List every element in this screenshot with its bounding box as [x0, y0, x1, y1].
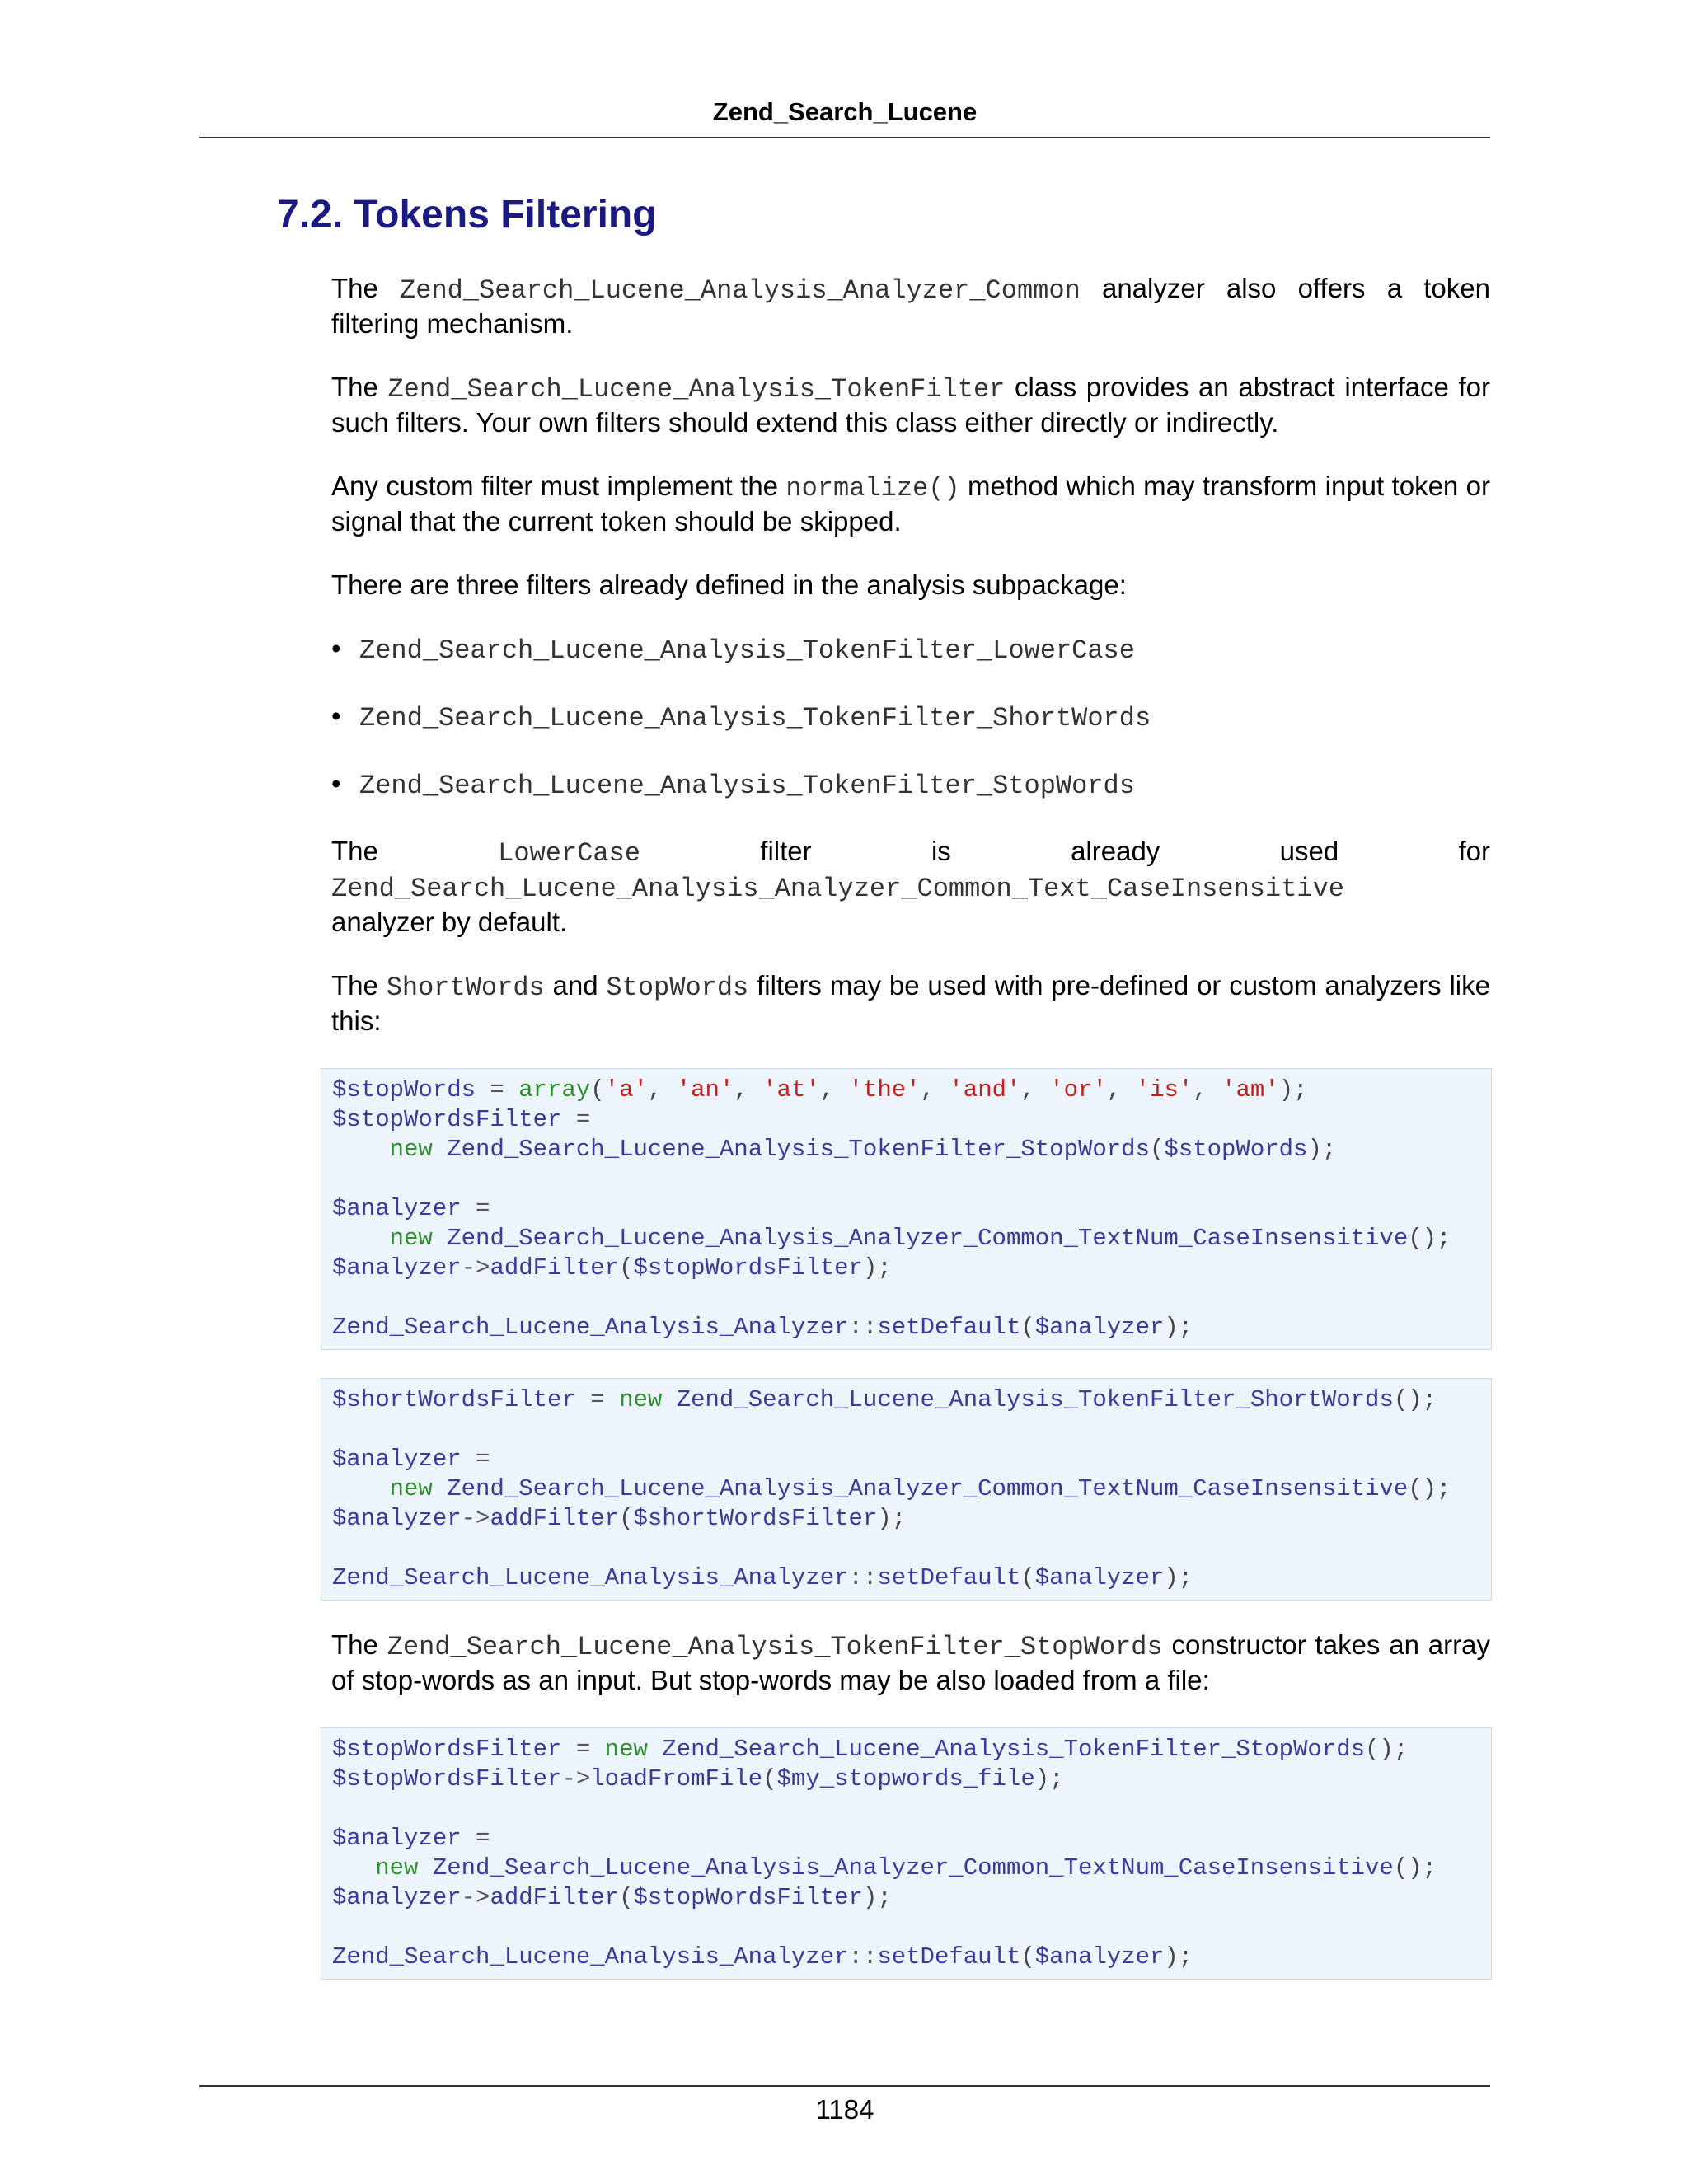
code-token: Zend_Search_Lucene_Analysis_Analyzer_Common_TextNum_CaseInsensitive [432, 1475, 1409, 1502]
code-token: $analyzer [1034, 1314, 1165, 1341]
page-content [331, 272, 1490, 2008]
code-token: Zend_Search_Lucene_Analysis_Analyzer_Common_TextNum_CaseInsensitive [432, 1225, 1409, 1252]
code-token: Zend_Search_Lucene_Analysis_TokenFilter_StopWords [432, 1136, 1150, 1163]
list-item [331, 700, 1490, 735]
code-token: $shortWordsFilter [332, 1386, 576, 1413]
list-item [331, 632, 1490, 668]
code-token: 'a' [604, 1076, 648, 1104]
text-run: The [331, 970, 387, 1001]
code-token: new [389, 1475, 433, 1502]
code-token: $analyzer [332, 1505, 462, 1532]
code-token: , [1020, 1076, 1050, 1104]
paragraph-shortwords-stopwords [331, 969, 1490, 1038]
code-token: 'at' [762, 1076, 820, 1104]
inline-code: StopWords [606, 972, 749, 1003]
code-token: addFilter [490, 1505, 620, 1532]
code-token: ); [1164, 1314, 1193, 1341]
text-run: The [331, 1629, 387, 1660]
code-line [332, 1314, 1193, 1341]
paragraph-token-filter [331, 371, 1490, 439]
code-line [332, 1106, 590, 1133]
text-run: constructor takes an array of stop-words as an input. But stop-words may be also loaded from a file: [331, 1629, 1490, 1695]
code-line [332, 1446, 490, 1473]
code-line [332, 1475, 1451, 1502]
code-token: , [647, 1076, 677, 1104]
code-token [332, 1854, 375, 1882]
code-token: :: [848, 1564, 878, 1591]
code-token: 'and' [949, 1076, 1021, 1104]
bullet-icon: • [331, 633, 341, 663]
code-block-stopwords [321, 1068, 1492, 1350]
code-token [332, 1475, 390, 1502]
code-line [332, 1076, 1308, 1104]
code-token: = [575, 1386, 620, 1413]
code-token: setDefault [877, 1943, 1021, 1971]
section-title: 7.2. Tokens Filtering [277, 193, 657, 237]
text-run: The [331, 836, 499, 866]
code-token: addFilter [490, 1254, 620, 1282]
code-token: Zend_Search_Lucene_Analysis_Analyzer [332, 1943, 849, 1971]
paragraph-three-filters: There are three filters already defined in the analysis subpackage: [331, 569, 1127, 600]
code-token: ( [1020, 1943, 1035, 1971]
code-line [332, 1195, 490, 1222]
code-token: $my_stopwords_file [776, 1765, 1035, 1793]
code-token: ); [1034, 1765, 1064, 1793]
running-header: Zend_Search_Lucene [712, 97, 978, 126]
code-token: (); [1393, 1854, 1437, 1882]
code-token: Zend_Search_Lucene_Analysis_Analyzer_Common_TextNum_CaseInsensitive [418, 1854, 1394, 1882]
code-line [332, 1765, 1064, 1793]
code-token: (); [1365, 1736, 1409, 1763]
code-token: ( [1020, 1314, 1035, 1341]
code-token: $analyzer [332, 1254, 462, 1282]
code-token: (); [1393, 1386, 1437, 1413]
code-token: ); [1278, 1076, 1308, 1104]
code-token: $analyzer [1034, 1564, 1165, 1591]
text-run: analyzer by default. [331, 907, 568, 937]
code-line [332, 1564, 1193, 1591]
code-token: Zend_Search_Lucene_Analysis_TokenFilter_ShortWords [662, 1386, 1394, 1413]
code-token: $stopWordsFilter [332, 1736, 562, 1763]
code-token: setDefault [877, 1564, 1021, 1591]
code-token: 'or' [1049, 1076, 1107, 1104]
code-token: ); [862, 1254, 892, 1282]
code-line [332, 1254, 892, 1282]
code-token: Zend_Search_Lucene_Analysis_TokenFilter_StopWords [647, 1736, 1366, 1763]
code-token: = [461, 1825, 490, 1852]
code-token: -> [561, 1765, 591, 1793]
code-token: addFilter [490, 1884, 620, 1911]
code-line [332, 1854, 1437, 1882]
header-rule [199, 137, 1490, 138]
code-token: new [619, 1386, 663, 1413]
code-token: 'the' [848, 1076, 921, 1104]
code-line [332, 1136, 1336, 1163]
code-token: = [561, 1736, 605, 1763]
code-token: $analyzer [332, 1195, 462, 1222]
code-line [332, 1386, 1437, 1413]
code-token: , [1193, 1076, 1222, 1104]
code-token: :: [848, 1314, 878, 1341]
code-token: loadFromFile [590, 1765, 763, 1793]
code-token: , [819, 1076, 849, 1104]
code-line [332, 1225, 1451, 1252]
inline-code: normalize() [785, 473, 960, 504]
text-run: The [331, 273, 401, 303]
code-token: , [734, 1076, 763, 1104]
code-token: $analyzer [332, 1825, 462, 1852]
code-token: $stopWordsFilter [332, 1765, 562, 1793]
code-token: $stopWordsFilter [633, 1884, 863, 1911]
paragraph-analyzer-common [331, 272, 1490, 340]
inline-code: Zend_Search_Lucene_Analysis_Analyzer_Common [400, 275, 1081, 306]
code-token: new [375, 1854, 419, 1882]
code-token: , [920, 1076, 950, 1104]
code-token: new [389, 1225, 433, 1252]
code-token: ( [619, 1254, 634, 1282]
code-block-shortwords [321, 1378, 1492, 1601]
text-run: filters may be used with pre-defined or custom analyzers like this: [331, 970, 1490, 1036]
code-token: = [461, 1446, 490, 1473]
code-token: -> [461, 1505, 490, 1532]
code-token: 'am' [1221, 1076, 1279, 1104]
bullet-icon: • [331, 768, 341, 799]
footer-rule [199, 2085, 1490, 2087]
code-token: 'an' [676, 1076, 734, 1104]
code-token: $stopWordsFilter [633, 1254, 863, 1282]
code-token: (); [1408, 1475, 1451, 1502]
inline-code: ShortWords [386, 972, 545, 1003]
code-token: Zend_Search_Lucene_Analysis_Analyzer [332, 1314, 849, 1341]
code-token: $analyzer [332, 1884, 462, 1911]
code-token: new [604, 1736, 648, 1763]
code-token: = [476, 1076, 519, 1104]
code-line [332, 1736, 1408, 1763]
code-token: -> [461, 1884, 490, 1911]
code-token: setDefault [877, 1314, 1021, 1341]
inline-code: Zend_Search_Lucene_Analysis_TokenFilter [387, 374, 1006, 405]
inline-code: Zend_Search_Lucene_Analysis_TokenFilter_ShortWords [359, 703, 1151, 733]
paragraph-lowercase-line2 [331, 870, 1490, 939]
paragraph-normalize [331, 470, 1490, 538]
code-token: ); [1164, 1943, 1193, 1971]
inline-code: LowerCase [498, 838, 640, 869]
code-token: $stopWords [332, 1076, 476, 1104]
code-token: (); [1408, 1225, 1451, 1252]
code-token: ); [1164, 1564, 1193, 1591]
code-token: :: [848, 1943, 878, 1971]
code-token: $analyzer [1034, 1943, 1165, 1971]
code-token [332, 1136, 390, 1163]
inline-code: Zend_Search_Lucene_Analysis_TokenFilter_StopWords [387, 1632, 1163, 1662]
code-token: ); [877, 1505, 907, 1532]
code-token: = [461, 1195, 490, 1222]
code-line [332, 1884, 892, 1911]
code-token: ( [762, 1765, 777, 1793]
code-token: ( [619, 1884, 634, 1911]
code-token: ); [862, 1884, 892, 1911]
list-item [331, 767, 1490, 803]
code-token: , [1106, 1076, 1136, 1104]
page-number: 1184 [815, 2094, 874, 2125]
code-token: ); [1307, 1136, 1337, 1163]
code-line [332, 1505, 906, 1532]
code-token: ( [619, 1505, 634, 1532]
paragraph-stopwords-constructor [331, 1629, 1490, 1697]
code-token: = [561, 1106, 591, 1133]
code-token [332, 1225, 390, 1252]
inline-code: Zend_Search_Lucene_Analysis_Analyzer_Common_Text_CaseInsensitive [331, 874, 1344, 904]
code-token: $shortWordsFilter [633, 1505, 878, 1532]
code-token: ( [1020, 1564, 1035, 1591]
code-token: Zend_Search_Lucene_Analysis_Analyzer [332, 1564, 849, 1591]
text-run: analyzer also offers a token filtering mechanism. [331, 273, 1490, 339]
text-run: and [544, 970, 607, 1001]
inline-code: Zend_Search_Lucene_Analysis_TokenFilter_LowerCase [359, 635, 1135, 666]
code-token: 'is' [1135, 1076, 1193, 1104]
text-run: class provides an abstract interface for such filters. Your own filters should extend this class either directly or indirectly. [331, 372, 1490, 438]
bullet-icon: • [331, 701, 341, 731]
paragraph-lowercase-line1 [331, 835, 1490, 870]
code-token: ( [590, 1076, 605, 1104]
code-token: $stopWords [1164, 1136, 1308, 1163]
code-token: $analyzer [332, 1446, 462, 1473]
text-run: The [331, 372, 388, 402]
code-block-load-from-file [321, 1727, 1492, 1980]
filter-list [331, 632, 1490, 803]
code-line [332, 1943, 1193, 1971]
inline-code: Zend_Search_Lucene_Analysis_TokenFilter_StopWords [359, 771, 1135, 801]
code-token: new [389, 1136, 433, 1163]
text-run: method which may transform input token or signal that the current token should be skipped. [331, 471, 1490, 537]
text-run: filter is already used for [640, 836, 1490, 866]
text-run: Any custom filter must implement the [331, 471, 786, 501]
code-line [332, 1825, 490, 1852]
code-token: -> [461, 1254, 490, 1282]
code-token: $stopWordsFilter [332, 1106, 562, 1133]
code-token: ( [1150, 1136, 1165, 1163]
code-token: array [518, 1076, 591, 1104]
